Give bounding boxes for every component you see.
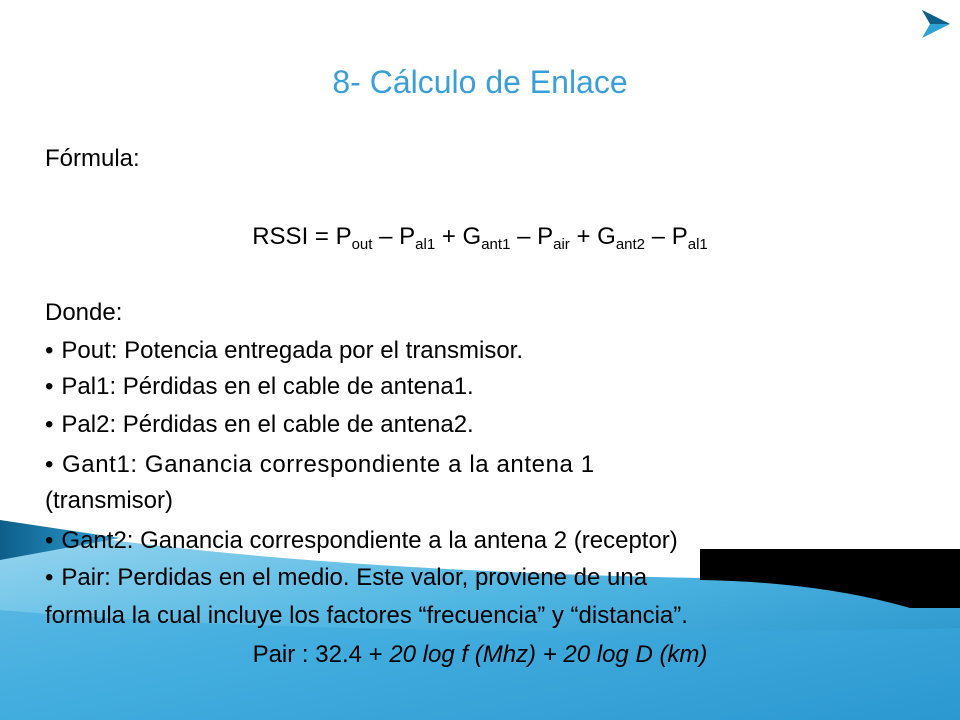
bullet-item bbox=[45, 410, 474, 440]
bullet-symbol: • bbox=[45, 337, 54, 364]
rssi-formula bbox=[0, 222, 960, 252]
bullet-symbol: • bbox=[45, 373, 54, 400]
formula-lhs: RSSI = P bbox=[252, 223, 352, 250]
bullet-item bbox=[45, 526, 678, 556]
formula-op: – P bbox=[510, 223, 554, 250]
bullet-item bbox=[45, 563, 647, 593]
bullet-text: Gant1: Ganancia correspondiente a la antena 1 bbox=[62, 451, 595, 478]
bullet-text: Pal2: Pérdidas en el cable de antena2. bbox=[61, 411, 474, 438]
formula-op: – P bbox=[372, 223, 416, 250]
formula-sub: ant1 bbox=[481, 236, 511, 253]
bullet-item bbox=[45, 336, 523, 366]
formula-op: – P bbox=[645, 223, 688, 250]
formula-op: + G bbox=[435, 223, 482, 250]
bullet-continuation: (transmisor) bbox=[45, 487, 174, 514]
formula-op: + G bbox=[569, 223, 616, 250]
formula-heading: Fórmula: bbox=[45, 145, 140, 172]
arrowhead-icon bbox=[922, 10, 950, 38]
bullet-item bbox=[45, 450, 595, 480]
pair-formula-terms: 20 log f (Mhz) + 20 log D (km) bbox=[389, 641, 708, 668]
formula-sub: al1 bbox=[415, 236, 436, 253]
bullet-symbol: • bbox=[45, 411, 54, 438]
bullet-item bbox=[45, 372, 474, 402]
formula-sub: al1 bbox=[687, 236, 708, 253]
pair-formula bbox=[0, 640, 960, 670]
where-heading: Donde: bbox=[45, 299, 123, 326]
bullet-continuation: formula la cual incluye los factores “frecuencia” y “distancia”. bbox=[45, 602, 688, 629]
bullet-text: Pout: Potencia entregada por el transmisor. bbox=[61, 337, 524, 364]
pair-formula-prefix: Pair : 32.4 + bbox=[252, 641, 390, 668]
formula-sub: out bbox=[351, 236, 373, 253]
bullet-symbol: • bbox=[45, 451, 55, 478]
bullet-text: Gant2: Ganancia correspondiente a la antena 2 (receptor) bbox=[61, 527, 678, 554]
formula-sub: ant2 bbox=[615, 236, 646, 253]
formula-sub: air bbox=[553, 236, 570, 253]
bullet-symbol: • bbox=[45, 527, 54, 554]
slide-title: 8- Cálculo de Enlace bbox=[332, 64, 628, 100]
bullet-text: Pal1: Pérdidas en el cable de antena1. bbox=[61, 373, 474, 400]
bullet-symbol: • bbox=[45, 564, 54, 591]
bullet-text: Pair: Perdidas en el medio. Este valor, proviene de una bbox=[61, 564, 648, 591]
